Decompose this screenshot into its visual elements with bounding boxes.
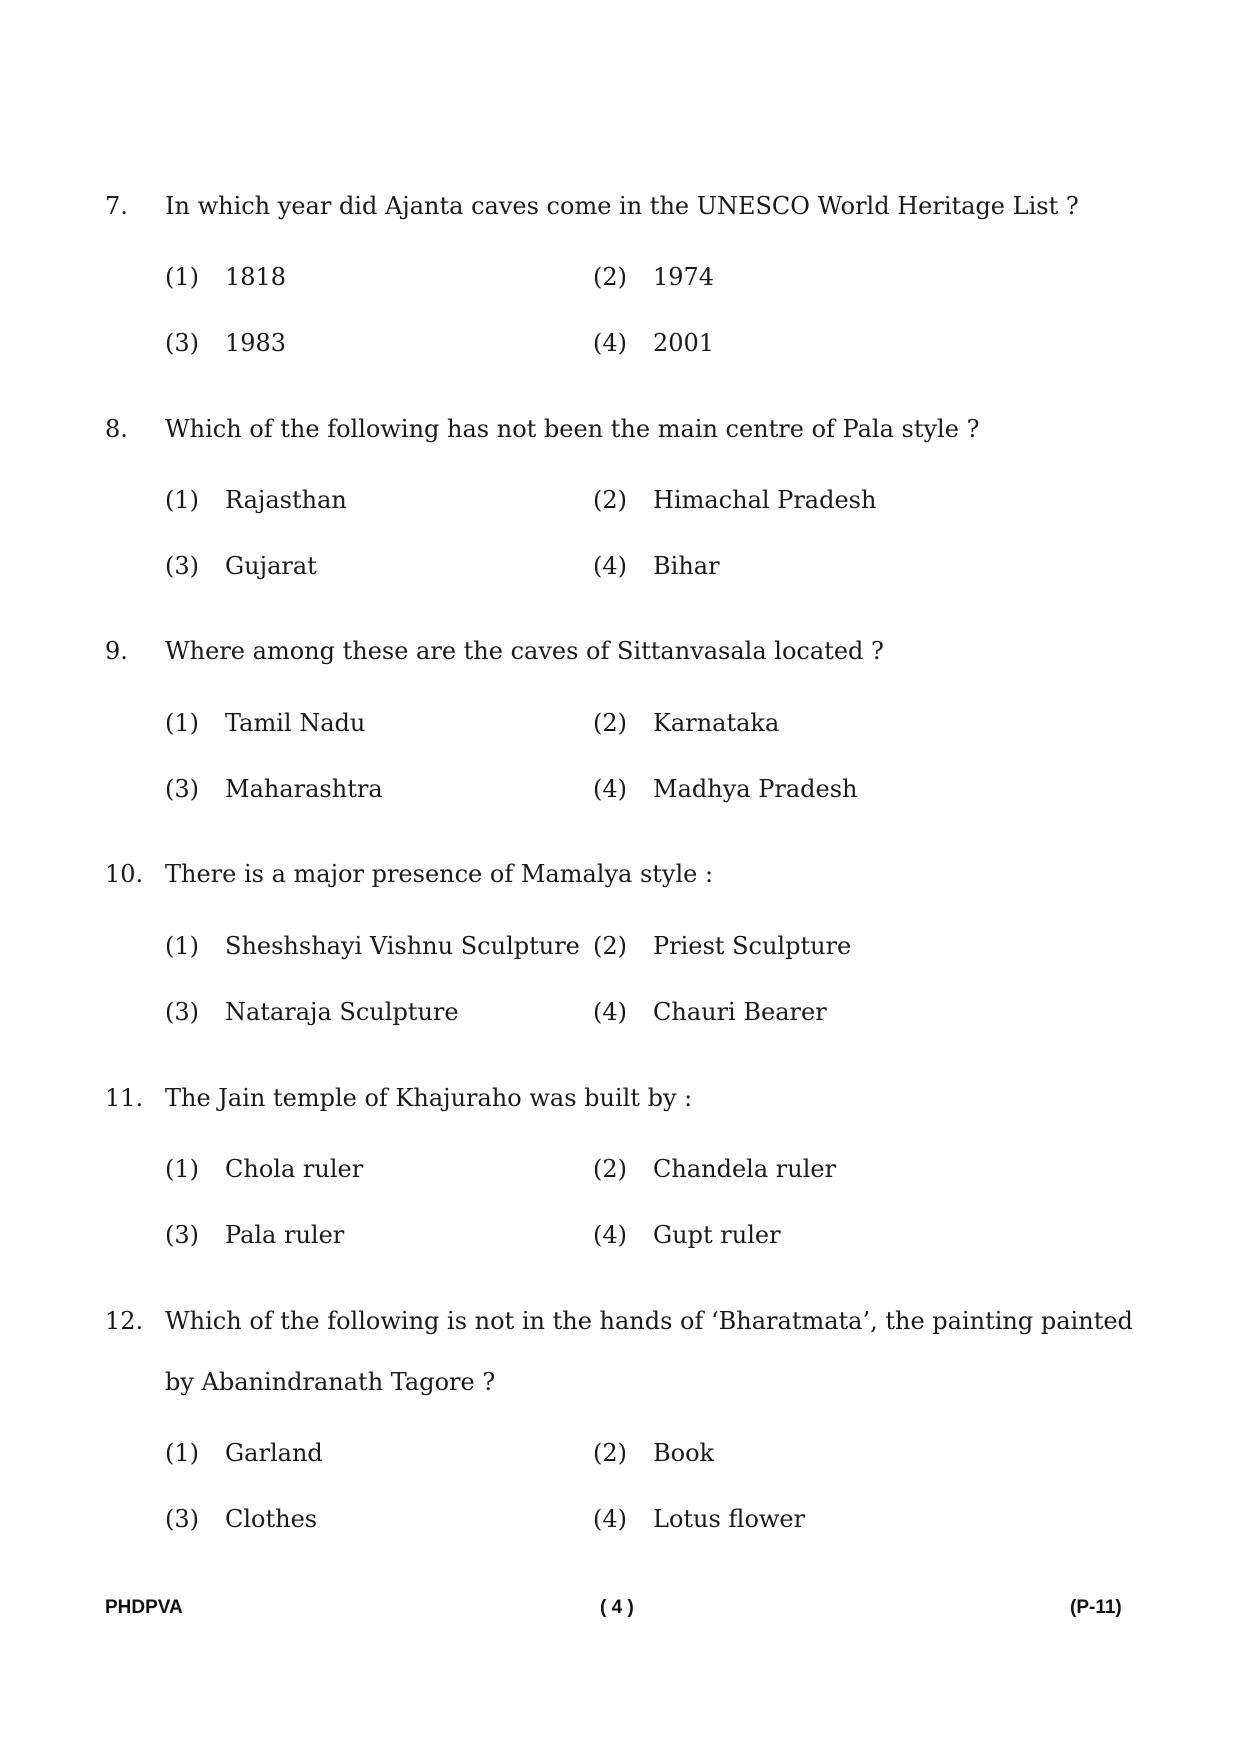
question-number: 10. — [105, 860, 144, 888]
option-text: Chola ruler — [225, 1155, 364, 1183]
option-text: Pala ruler — [225, 1221, 345, 1249]
option-number: (3) — [165, 775, 199, 803]
paper-number: (P-11) — [1070, 1597, 1122, 1618]
option-number: (3) — [165, 1221, 199, 1249]
option-text: Maharashtra — [225, 775, 383, 803]
option-text: Himachal Pradesh — [653, 486, 877, 514]
option-text: Tamil Nadu — [225, 709, 366, 737]
option-text: 1818 — [225, 263, 287, 291]
question-number: 8. — [105, 415, 128, 443]
option-number: (3) — [165, 552, 199, 580]
option-text: Sheshshayi Vishnu Sculpture — [225, 932, 580, 960]
option-text: 2001 — [653, 329, 715, 357]
option-number: (2) — [593, 1439, 627, 1467]
option-text: Rajasthan — [225, 486, 347, 514]
option-number: (1) — [165, 486, 199, 514]
option-number: (4) — [593, 1505, 627, 1533]
option-text: Bihar — [653, 552, 720, 580]
paper-code: PHDPVA — [105, 1597, 183, 1618]
option-number: (2) — [593, 932, 627, 960]
option-number: (1) — [165, 1155, 199, 1183]
question-text: Which of the following is not in the hands of ‘Bharatmata’, the painting painted by Abanindranath Tagore ? — [165, 1307, 1133, 1396]
question-text: Which of the following has not been the main centre of Pala style ? — [165, 415, 980, 443]
option-number: (4) — [593, 775, 627, 803]
option-text: Lotus flower — [653, 1505, 806, 1533]
option-text: Clothes — [225, 1505, 318, 1533]
option-number: (4) — [593, 552, 627, 580]
option-text: Karnataka — [653, 709, 780, 737]
option-text: Book — [653, 1439, 715, 1467]
question-number: 9. — [105, 637, 128, 665]
option-text: Chandela ruler — [653, 1155, 837, 1183]
option-text: 1974 — [653, 263, 715, 291]
option-number: (2) — [593, 1155, 627, 1183]
option-number: (1) — [165, 263, 199, 291]
option-number: (1) — [165, 709, 199, 737]
option-text: Gujarat — [225, 552, 317, 580]
option-text: Gupt ruler — [653, 1221, 781, 1249]
option-text: Chauri Bearer — [653, 998, 827, 1026]
question-text: In which year did Ajanta caves come in the UNESCO World Heritage List ? — [165, 192, 1079, 220]
question-text: There is a major presence of Mamalya style : — [165, 860, 714, 888]
option-number: (2) — [593, 486, 627, 514]
option-number: (1) — [165, 932, 199, 960]
option-number: (4) — [593, 1221, 627, 1249]
option-text: Priest Sculpture — [653, 932, 852, 960]
question-number: 12. — [105, 1307, 144, 1335]
option-text: Garland — [225, 1439, 323, 1467]
option-number: (3) — [165, 998, 199, 1026]
option-number: (3) — [165, 329, 199, 357]
question-text: The Jain temple of Khajuraho was built by : — [165, 1084, 693, 1112]
option-number: (1) — [165, 1439, 199, 1467]
question-number: 7. — [105, 192, 128, 220]
question-text: Where among these are the caves of Sittanvasala located ? — [165, 637, 884, 665]
option-text: Madhya Pradesh — [653, 775, 858, 803]
option-number: (3) — [165, 1505, 199, 1533]
option-number: (4) — [593, 329, 627, 357]
option-number: (2) — [593, 709, 627, 737]
page-number: ( 4 ) — [600, 1597, 634, 1618]
option-number: (2) — [593, 263, 627, 291]
option-text: 1983 — [225, 329, 287, 357]
question-number: 11. — [105, 1084, 144, 1112]
option-number: (4) — [593, 998, 627, 1026]
option-text: Nataraja Sculpture — [225, 998, 459, 1026]
